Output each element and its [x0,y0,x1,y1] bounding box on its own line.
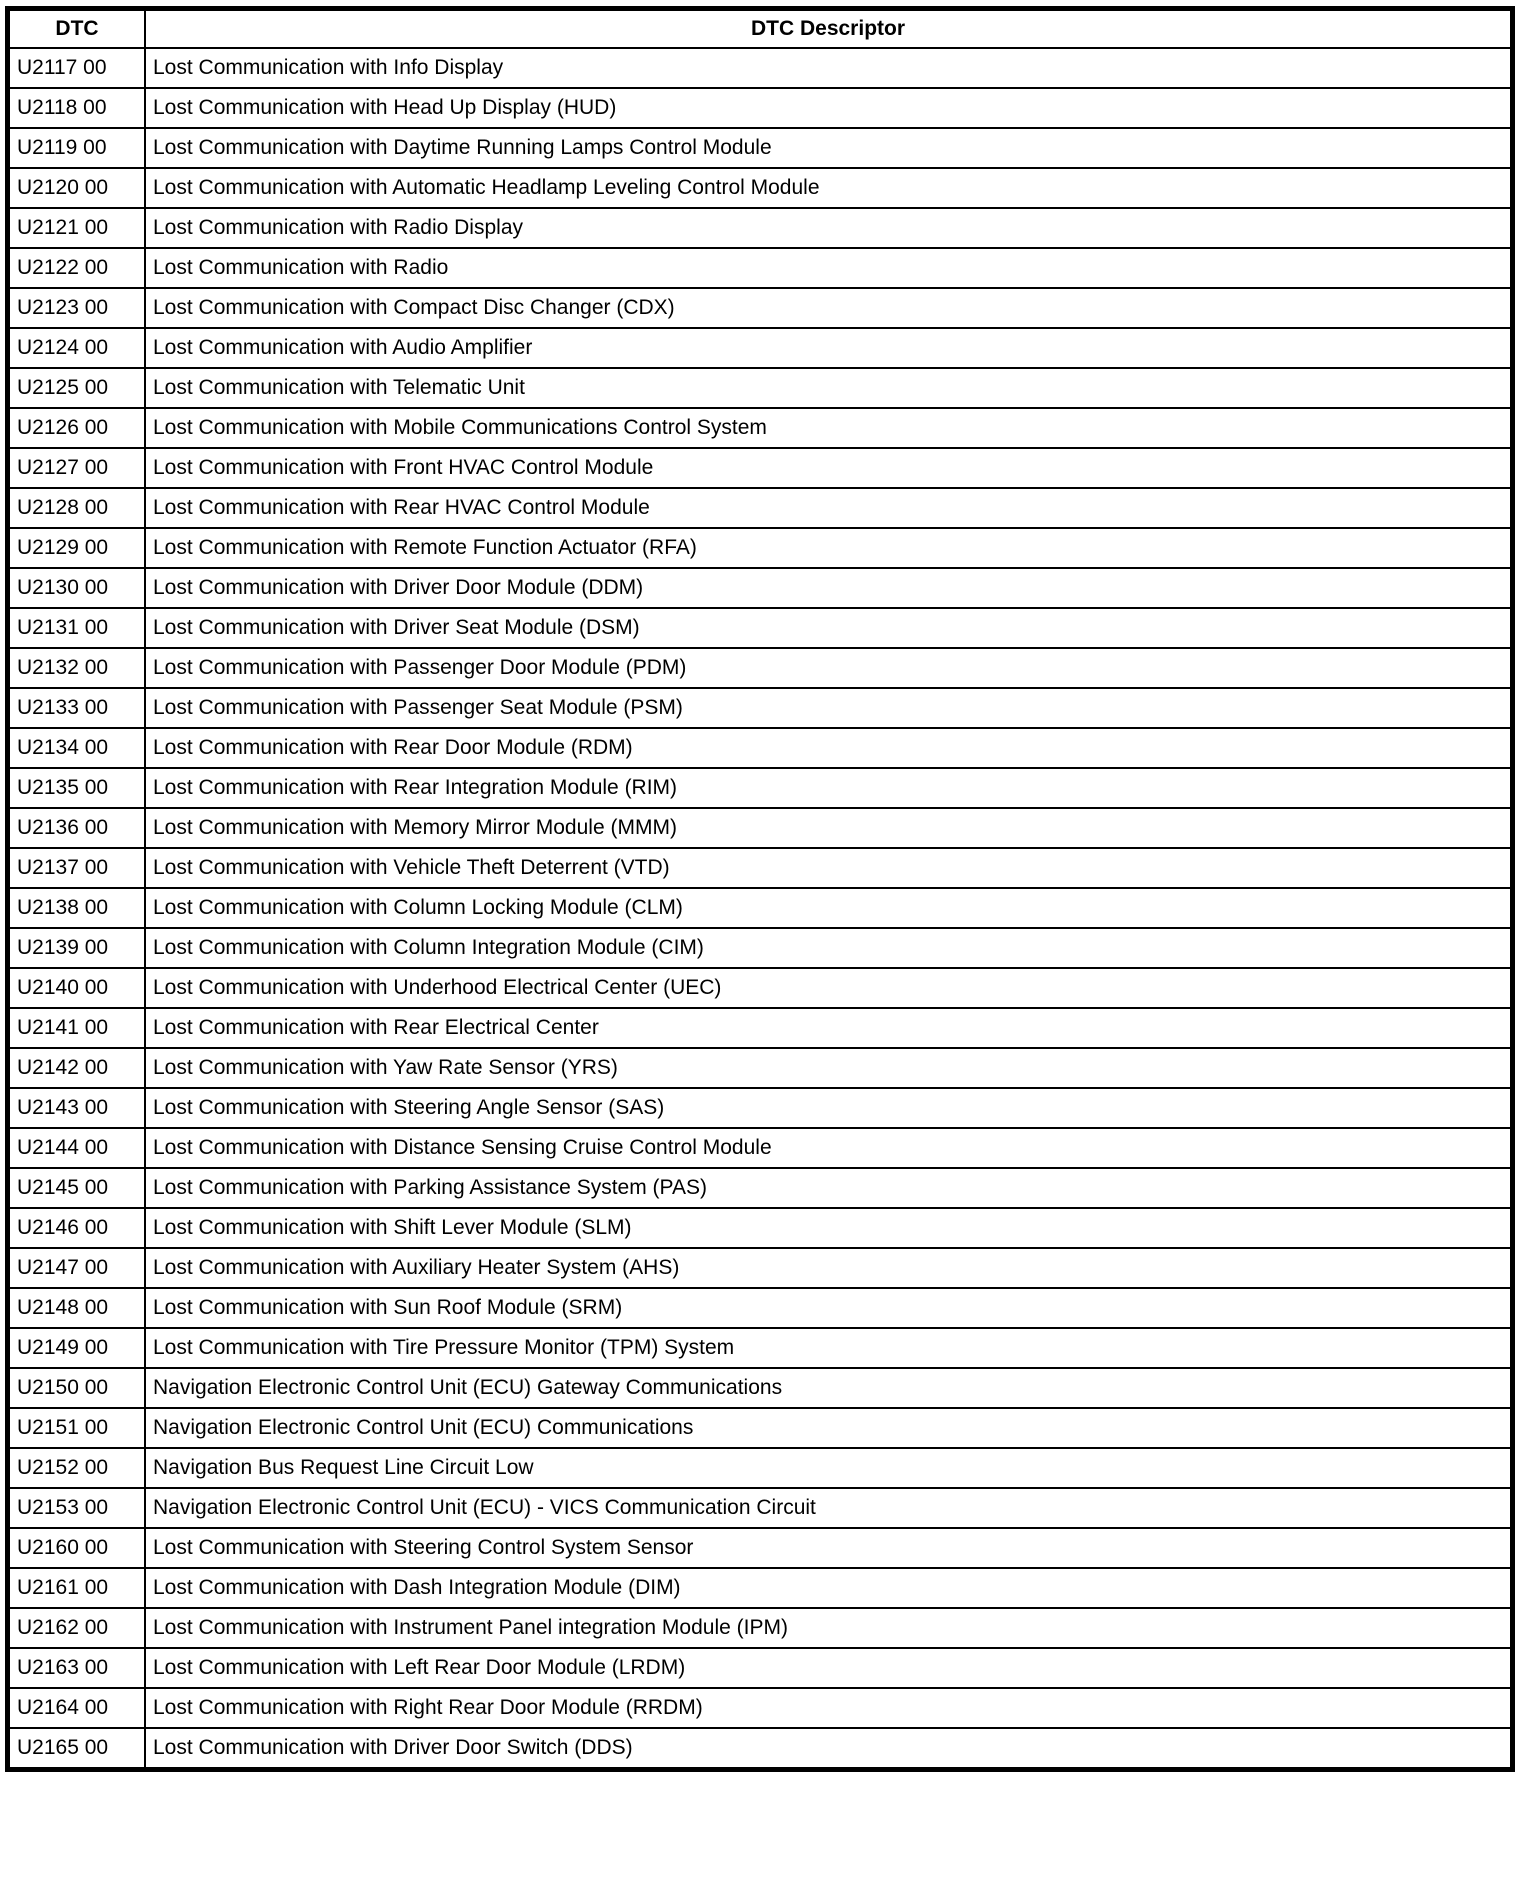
table-row [8,1168,1513,1208]
dtc-column-header: DTC [8,9,146,49]
dtc-code-cell: U2138 00 [8,888,146,928]
table-row [8,368,1513,408]
table-row [8,168,1513,208]
dtc-descriptor-cell: Lost Communication with Info Display [145,48,1513,88]
table-row [8,568,1513,608]
table-row [8,928,1513,968]
table-row [8,1568,1513,1608]
dtc-code-cell: U2123 00 [8,288,146,328]
dtc-descriptor-cell: Navigation Bus Request Line Circuit Low [145,1448,1513,1488]
table-row [8,1048,1513,1088]
dtc-code-cell: U2162 00 [8,1608,146,1648]
dtc-code-cell: U2153 00 [8,1488,146,1528]
dtc-descriptor-cell: Lost Communication with Vehicle Theft Deterrent (VTD) [145,848,1513,888]
table-row [8,1008,1513,1048]
dtc-code-cell: U2146 00 [8,1208,146,1248]
dtc-code-cell: U2127 00 [8,448,146,488]
dtc-code-cell: U2143 00 [8,1088,146,1128]
dtc-descriptor-cell: Lost Communication with Underhood Electrical Center (UEC) [145,968,1513,1008]
dtc-descriptor-cell: Lost Communication with Audio Amplifier [145,328,1513,368]
header-row [8,9,1513,49]
dtc-code-cell: U2131 00 [8,608,146,648]
dtc-descriptor-cell: Lost Communication with Left Rear Door Module (LRDM) [145,1648,1513,1688]
table-row [8,1528,1513,1568]
dtc-code-cell: U2117 00 [8,48,146,88]
dtc-code-cell: U2147 00 [8,1248,146,1288]
dtc-code-cell: U2144 00 [8,1128,146,1168]
table-row [8,288,1513,328]
dtc-code-cell: U2160 00 [8,1528,146,1568]
table-row [8,968,1513,1008]
table-row [8,1448,1513,1488]
table-row [8,328,1513,368]
dtc-table-header [8,9,1513,49]
dtc-code-cell: U2125 00 [8,368,146,408]
dtc-descriptor-cell: Lost Communication with Dash Integration Module (DIM) [145,1568,1513,1608]
dtc-code-cell: U2134 00 [8,728,146,768]
dtc-descriptor-cell: Lost Communication with Yaw Rate Sensor (YRS) [145,1048,1513,1088]
dtc-code-cell: U2164 00 [8,1688,146,1728]
dtc-descriptor-cell: Navigation Electronic Control Unit (ECU) Communications [145,1408,1513,1448]
dtc-descriptor-cell: Lost Communication with Rear Integration Module (RIM) [145,768,1513,808]
dtc-code-cell: U2132 00 [8,648,146,688]
dtc-descriptor-cell: Lost Communication with Daytime Running Lamps Control Module [145,128,1513,168]
dtc-descriptor-cell: Lost Communication with Steering Control System Sensor [145,1528,1513,1568]
dtc-code-cell: U2129 00 [8,528,146,568]
dtc-descriptor-cell: Lost Communication with Distance Sensing Cruise Control Module [145,1128,1513,1168]
dtc-descriptor-cell: Lost Communication with Auxiliary Heater System (AHS) [145,1248,1513,1288]
table-row [8,648,1513,688]
table-row [8,848,1513,888]
dtc-descriptor-cell: Lost Communication with Automatic Headlamp Leveling Control Module [145,168,1513,208]
dtc-code-cell: U2118 00 [8,88,146,128]
dtc-descriptor-cell: Lost Communication with Front HVAC Control Module [145,448,1513,488]
dtc-code-cell: U2150 00 [8,1368,146,1408]
dtc-code-cell: U2119 00 [8,128,146,168]
dtc-code-cell: U2121 00 [8,208,146,248]
table-row [8,1648,1513,1688]
dtc-code-cell: U2148 00 [8,1288,146,1328]
dtc-descriptor-cell: Lost Communication with Driver Door Switch (DDS) [145,1728,1513,1770]
dtc-code-cell: U2161 00 [8,1568,146,1608]
dtc-descriptor-cell: Lost Communication with Column Integration Module (CIM) [145,928,1513,968]
table-row [8,728,1513,768]
dtc-descriptor-cell: Navigation Electronic Control Unit (ECU) Gateway Communications [145,1368,1513,1408]
dtc-descriptor-cell: Lost Communication with Instrument Panel integration Module (IPM) [145,1608,1513,1648]
table-row [8,1368,1513,1408]
table-row [8,888,1513,928]
dtc-descriptor-column-header: DTC Descriptor [145,9,1513,49]
dtc-code-cell: U2137 00 [8,848,146,888]
table-row [8,608,1513,648]
table-row [8,808,1513,848]
dtc-descriptor-cell: Lost Communication with Parking Assistance System (PAS) [145,1168,1513,1208]
dtc-table [5,6,1515,1772]
dtc-descriptor-cell: Lost Communication with Rear Electrical Center [145,1008,1513,1048]
table-row [8,488,1513,528]
dtc-table-body [8,48,1513,1770]
table-row [8,1208,1513,1248]
table-row [8,128,1513,168]
table-row [8,1408,1513,1448]
dtc-code-cell: U2141 00 [8,1008,146,1048]
dtc-descriptor-cell: Lost Communication with Rear Door Module (RDM) [145,728,1513,768]
table-row [8,88,1513,128]
dtc-code-cell: U2133 00 [8,688,146,728]
dtc-code-cell: U2128 00 [8,488,146,528]
table-row [8,408,1513,448]
table-row [8,1248,1513,1288]
dtc-descriptor-cell: Lost Communication with Memory Mirror Module (MMM) [145,808,1513,848]
table-row [8,1488,1513,1528]
dtc-code-cell: U2122 00 [8,248,146,288]
dtc-code-cell: U2120 00 [8,168,146,208]
table-row [8,768,1513,808]
table-row [8,1328,1513,1368]
dtc-descriptor-cell: Lost Communication with Passenger Door Module (PDM) [145,648,1513,688]
dtc-descriptor-cell: Lost Communication with Radio [145,248,1513,288]
dtc-code-cell: U2139 00 [8,928,146,968]
dtc-code-cell: U2135 00 [8,768,146,808]
dtc-descriptor-cell: Lost Communication with Telematic Unit [145,368,1513,408]
dtc-descriptor-cell: Lost Communication with Radio Display [145,208,1513,248]
dtc-descriptor-cell: Lost Communication with Right Rear Door Module (RRDM) [145,1688,1513,1728]
dtc-code-cell: U2140 00 [8,968,146,1008]
table-row [8,1688,1513,1728]
dtc-code-cell: U2126 00 [8,408,146,448]
table-row [8,1288,1513,1328]
dtc-code-cell: U2130 00 [8,568,146,608]
dtc-descriptor-cell: Lost Communication with Compact Disc Changer (CDX) [145,288,1513,328]
table-row [8,528,1513,568]
dtc-code-cell: U2145 00 [8,1168,146,1208]
dtc-descriptor-cell: Lost Communication with Shift Lever Module (SLM) [145,1208,1513,1248]
table-row [8,1128,1513,1168]
dtc-code-cell: U2151 00 [8,1408,146,1448]
dtc-code-cell: U2124 00 [8,328,146,368]
table-row [8,1088,1513,1128]
table-row [8,1728,1513,1770]
dtc-descriptor-cell: Lost Communication with Head Up Display (HUD) [145,88,1513,128]
dtc-code-cell: U2152 00 [8,1448,146,1488]
dtc-code-cell: U2163 00 [8,1648,146,1688]
table-row [8,688,1513,728]
dtc-descriptor-cell: Lost Communication with Remote Function Actuator (RFA) [145,528,1513,568]
table-row [8,48,1513,88]
dtc-code-cell: U2136 00 [8,808,146,848]
table-row [8,248,1513,288]
dtc-descriptor-cell: Lost Communication with Steering Angle Sensor (SAS) [145,1088,1513,1128]
dtc-descriptor-cell: Lost Communication with Driver Seat Module (DSM) [145,608,1513,648]
dtc-descriptor-cell: Lost Communication with Sun Roof Module (SRM) [145,1288,1513,1328]
dtc-descriptor-cell: Lost Communication with Rear HVAC Control Module [145,488,1513,528]
dtc-descriptor-cell: Lost Communication with Passenger Seat Module (PSM) [145,688,1513,728]
table-row [8,1608,1513,1648]
dtc-descriptor-cell: Lost Communication with Mobile Communications Control System [145,408,1513,448]
dtc-code-cell: U2149 00 [8,1328,146,1368]
dtc-code-cell: U2165 00 [8,1728,146,1770]
dtc-descriptor-cell: Lost Communication with Tire Pressure Monitor (TPM) System [145,1328,1513,1368]
table-row [8,208,1513,248]
dtc-descriptor-cell: Navigation Electronic Control Unit (ECU) - VICS Communication Circuit [145,1488,1513,1528]
dtc-descriptor-cell: Lost Communication with Column Locking Module (CLM) [145,888,1513,928]
dtc-code-cell: U2142 00 [8,1048,146,1088]
dtc-descriptor-cell: Lost Communication with Driver Door Module (DDM) [145,568,1513,608]
table-row [8,448,1513,488]
